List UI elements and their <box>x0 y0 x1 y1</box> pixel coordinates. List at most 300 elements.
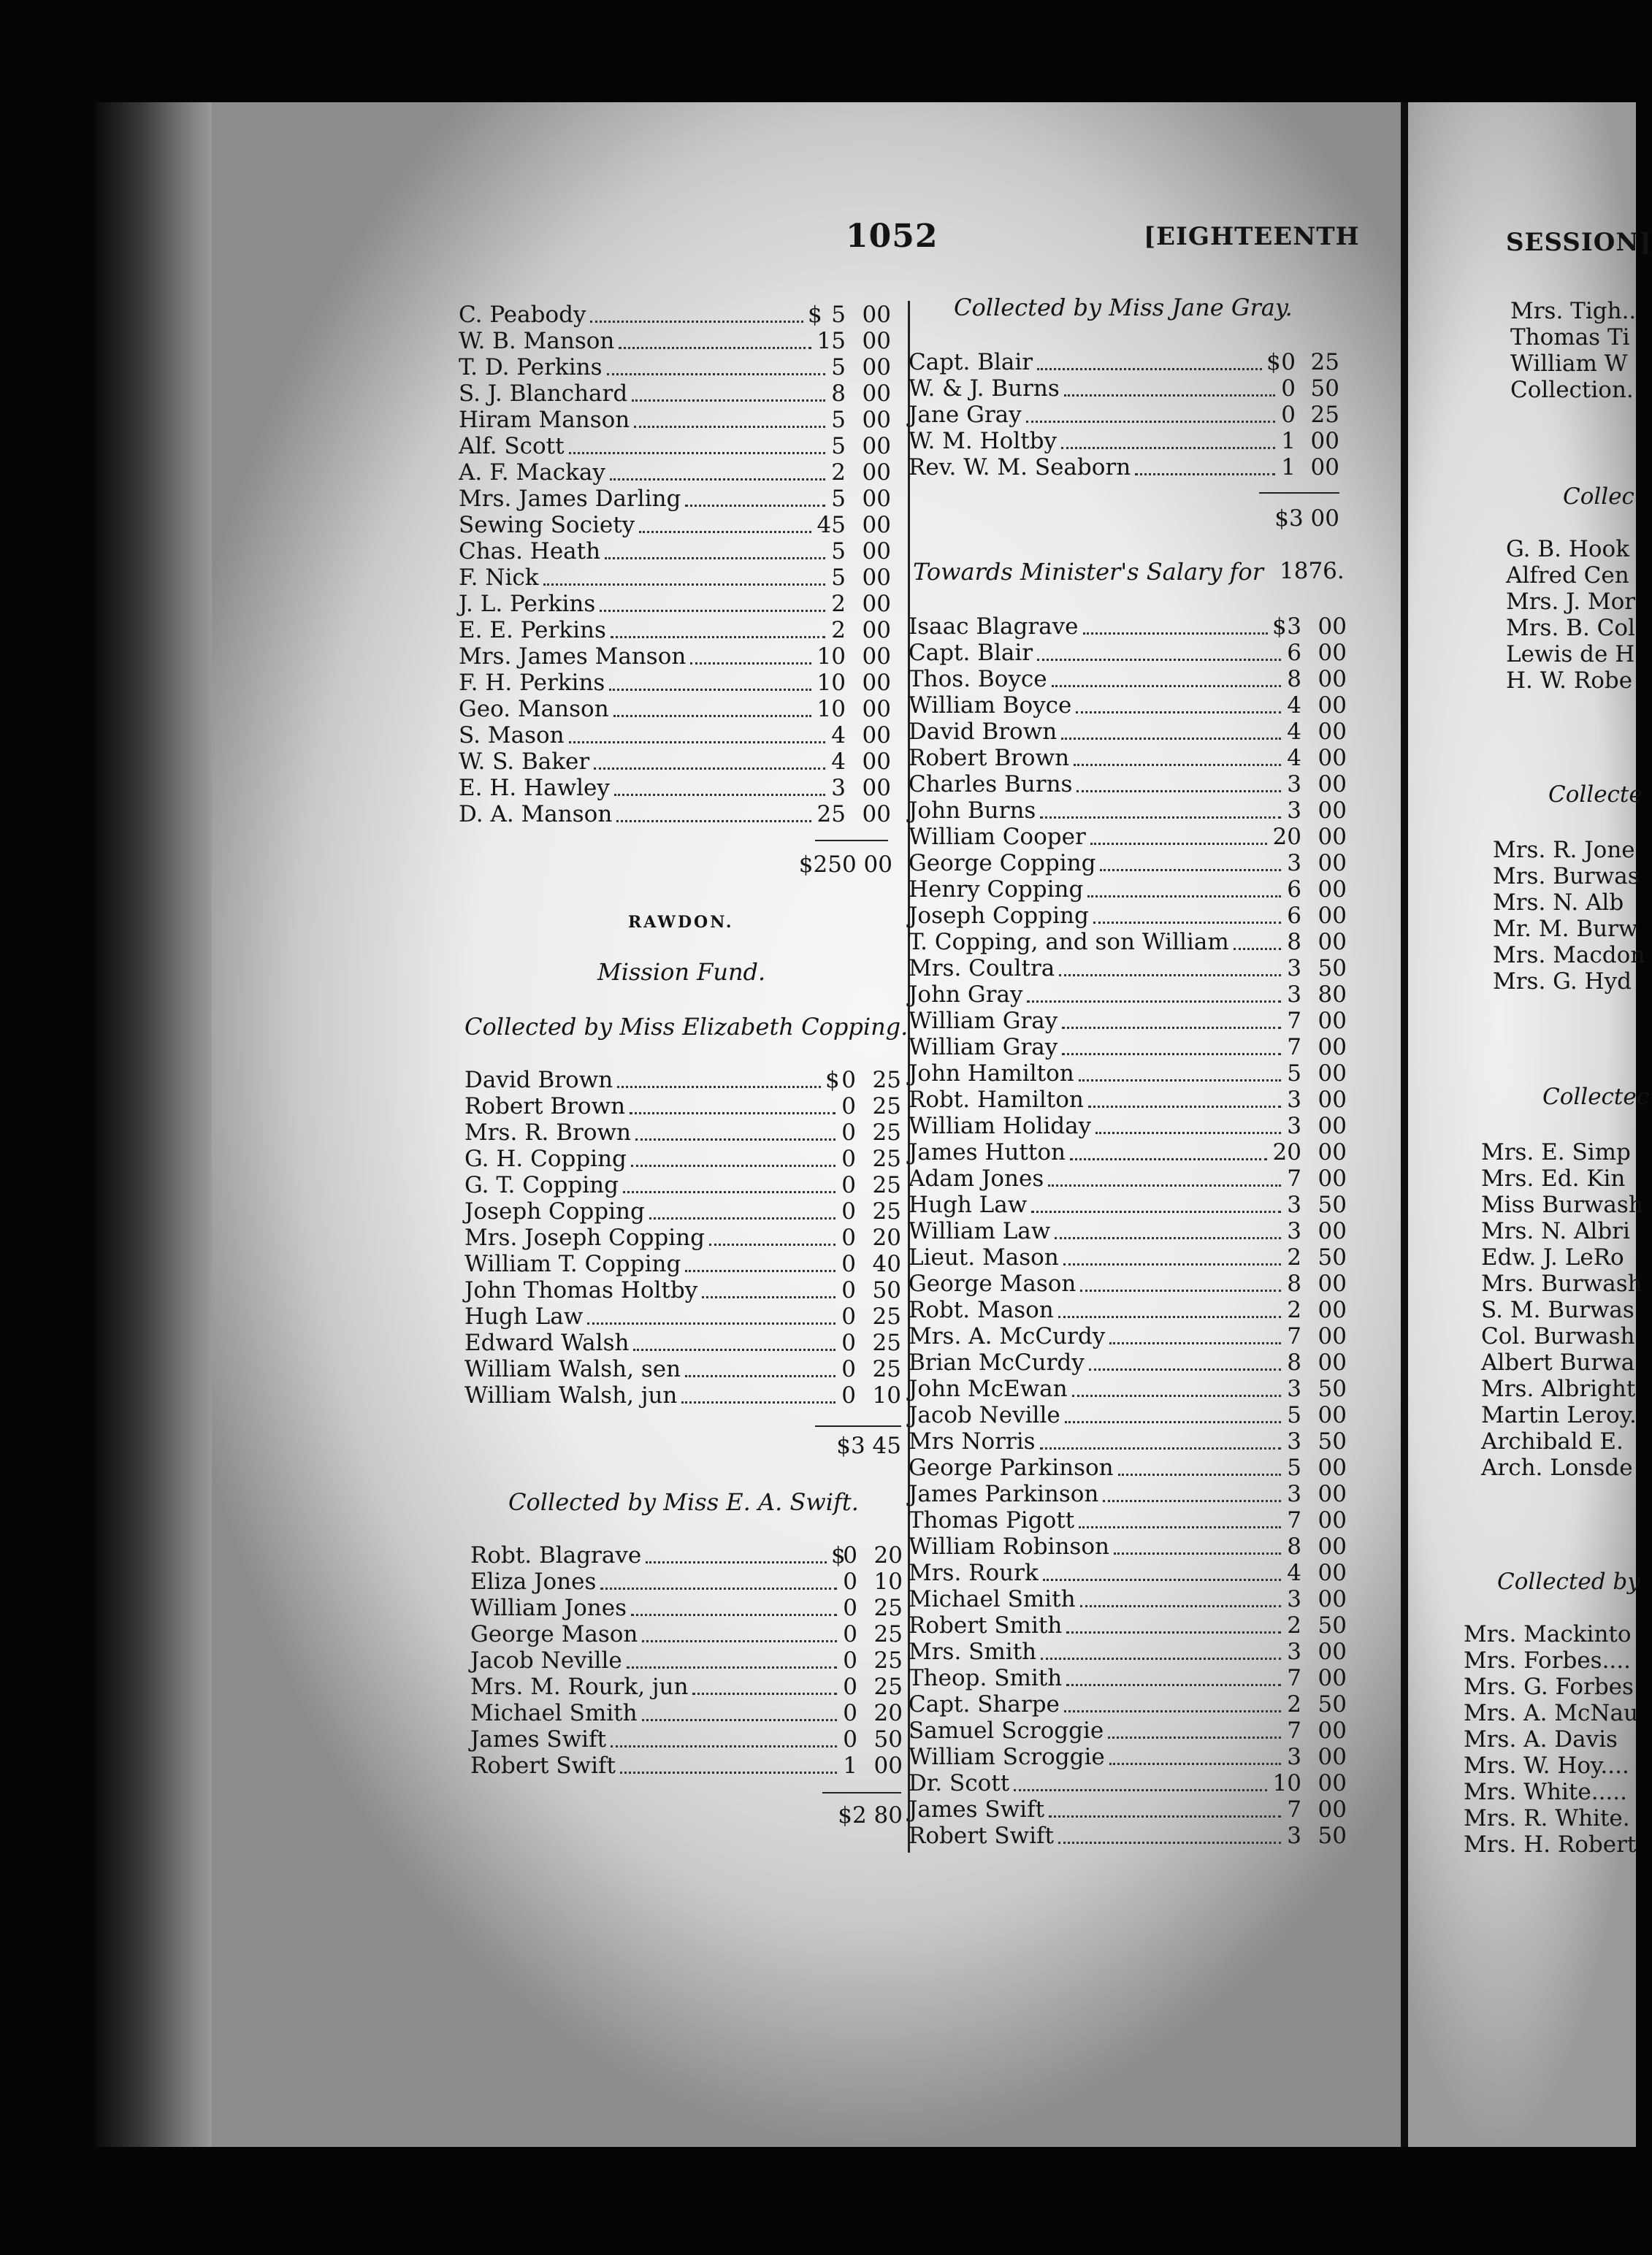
dollar-sign: $ <box>831 1542 846 1569</box>
dot-leader <box>1066 1612 1281 1634</box>
subscriber-name: Capt. Blair <box>909 640 1033 666</box>
list-row <box>909 1244 1347 1271</box>
dot-leader <box>1070 1139 1267 1160</box>
list-row <box>909 1796 1347 1823</box>
dot-leader <box>1083 613 1268 635</box>
amount-dollars: 0 <box>843 1621 857 1647</box>
amount-cents: 25 <box>872 1093 901 1119</box>
dot-leader <box>1100 850 1281 871</box>
list-row <box>909 903 1347 929</box>
amount-cents: 50 <box>1318 1192 1347 1218</box>
amount-dollars: 10 <box>817 696 846 722</box>
list-row <box>909 1323 1347 1349</box>
amount-cents: 00 <box>1318 666 1347 692</box>
dot-leader <box>569 433 825 454</box>
amount-dollars: 5 <box>831 433 846 459</box>
cut-off-entry: S. M. Burwas <box>1481 1297 1634 1323</box>
salary-heading: Towards Minister's Salary for <box>913 558 1263 586</box>
list-row <box>909 349 1339 375</box>
amount-cents: 00 <box>1318 1349 1347 1376</box>
dot-leader <box>594 749 825 770</box>
list-row <box>459 380 891 407</box>
cut-off-entry: Mrs. N. Alb <box>1493 889 1624 916</box>
subscriber-name: Michael Smith <box>470 1700 638 1726</box>
list-row <box>909 1481 1347 1507</box>
dot-leader <box>1074 745 1281 766</box>
subscriber-name: George Parkinson <box>909 1455 1114 1481</box>
dot-leader <box>1040 1428 1281 1450</box>
dot-leader <box>1041 1639 1281 1660</box>
amount-dollars: 0 <box>841 1303 856 1330</box>
dot-leader <box>1109 1323 1281 1344</box>
amount-dollars: 7 <box>1287 1718 1301 1744</box>
amount-dollars: 6 <box>1287 640 1301 666</box>
subscriber-name: Rev. W. M. Seaborn <box>909 454 1131 481</box>
amount-dollars: 3 <box>1287 955 1301 981</box>
list-row <box>909 1691 1347 1718</box>
amount-dollars: 6 <box>1287 903 1301 929</box>
list-row <box>464 1146 901 1172</box>
swift-heading: Collected by Miss E. A. Swift. <box>508 1488 859 1516</box>
list-row <box>909 1087 1347 1113</box>
amount-cents: 00 <box>1318 903 1347 929</box>
subscriber-name: Mrs Norris <box>909 1428 1036 1455</box>
cut-off-entry: Mrs. N. Albri <box>1481 1218 1630 1244</box>
list-row <box>470 1700 903 1726</box>
amount-dollars: 3 <box>1287 850 1301 876</box>
list-row <box>459 617 891 643</box>
dot-leader <box>1061 719 1281 740</box>
amount-cents: 00 <box>862 459 891 486</box>
list-row <box>909 640 1347 666</box>
amount-dollars: 5 <box>1287 1060 1301 1087</box>
dot-leader <box>627 1647 837 1669</box>
amount-dollars: 3 <box>1287 1192 1301 1218</box>
dot-leader <box>631 1595 837 1616</box>
amount-dollars: 2 <box>1287 1691 1301 1718</box>
dot-leader <box>642 1700 837 1721</box>
dot-leader <box>600 591 825 612</box>
amount-dollars: 3 <box>1287 981 1301 1008</box>
list-row <box>464 1093 901 1119</box>
amount-cents: 00 <box>1318 1744 1347 1770</box>
amount-dollars: 0 <box>1281 402 1296 428</box>
subscriber-name: Mrs. Rourk <box>909 1560 1039 1586</box>
subscriber-name: Brian McCurdy <box>909 1349 1085 1376</box>
col1-copping-list <box>464 1067 901 1409</box>
dot-leader <box>1093 903 1281 924</box>
cut-off-entry: Mrs. A. McNau <box>1464 1700 1638 1726</box>
subscriber-name: William Cooper <box>909 824 1086 850</box>
amount-dollars: 0 <box>843 1647 857 1674</box>
cut-off-entry: Albert Burwa <box>1481 1349 1635 1376</box>
dot-leader <box>1040 797 1281 819</box>
subscriber-name: Robert Brown <box>464 1093 626 1119</box>
amount-cents: 25 <box>872 1356 901 1382</box>
cut-off-entry: Mrs. Albright <box>1481 1376 1636 1402</box>
amount-cents: 25 <box>872 1119 901 1146</box>
amount-cents: 25 <box>872 1330 901 1356</box>
amount-dollars: 1 <box>1281 428 1296 454</box>
amount-cents: 00 <box>1318 1796 1347 1823</box>
dot-leader <box>1089 1349 1281 1371</box>
list-row <box>459 433 891 459</box>
subscriber-name: James Swift <box>909 1796 1045 1823</box>
amount-cents: 50 <box>1318 1691 1347 1718</box>
list-row <box>470 1569 903 1595</box>
subscriber-name: John Hamilton <box>909 1060 1074 1087</box>
amount-cents: 00 <box>1318 1113 1347 1139</box>
dot-leader <box>1059 955 1281 976</box>
amount-cents: 00 <box>873 1753 903 1779</box>
list-row <box>459 696 891 722</box>
col3-heading2: Collecte <box>1548 781 1643 808</box>
amount-dollars: 3 <box>1287 1428 1301 1455</box>
amount-dollars: 25 <box>817 801 846 827</box>
cut-off-entry: Arch. Lonsde <box>1481 1455 1633 1481</box>
cut-off-entry: Mrs. G. Hyd <box>1493 968 1632 995</box>
amount-cents: 00 <box>1318 719 1347 745</box>
subscriber-name: Chas. Heath <box>459 538 601 564</box>
col2-gray-list <box>909 349 1339 481</box>
section-header-continued: SESSION] <box>1506 228 1652 257</box>
amount-cents: 50 <box>1318 1823 1347 1849</box>
amount-cents: 00 <box>862 775 891 801</box>
list-row <box>459 486 891 512</box>
dot-leader <box>1055 1218 1281 1239</box>
amount-dollars: 3 <box>1287 1481 1301 1507</box>
amount-dollars: 4 <box>1287 1560 1301 1586</box>
dot-leader <box>1088 1087 1281 1108</box>
amount-dollars: 3 <box>1287 1586 1301 1612</box>
amount-cents: 50 <box>1318 1376 1347 1402</box>
amount-dollars: 0 <box>843 1674 857 1700</box>
list-row <box>909 402 1339 428</box>
cut-off-entry: Thomas Ti <box>1510 324 1630 351</box>
cut-off-entry: Mrs. R. White. <box>1464 1805 1630 1831</box>
amount-cents: 50 <box>873 1726 903 1753</box>
amount-cents: 50 <box>1318 955 1347 981</box>
copping-heading: Collected by Miss Elizabeth Copping. <box>464 1013 909 1041</box>
dot-leader <box>702 1277 835 1298</box>
dot-leader <box>1118 1455 1281 1476</box>
amount-cents: 00 <box>1318 1271 1347 1297</box>
amount-dollars: 2 <box>831 617 846 643</box>
salary-year: 1876. <box>1280 558 1345 584</box>
amount-cents: 00 <box>1310 428 1339 454</box>
list-row <box>909 613 1347 640</box>
amount-dollars: 1 <box>843 1753 857 1779</box>
col3-heading4: Collected by <box>1497 1569 1640 1595</box>
list-row <box>909 1008 1347 1034</box>
amount-cents: 00 <box>862 617 891 643</box>
dot-leader <box>607 354 825 375</box>
amount-dollars: 5 <box>1287 1455 1301 1481</box>
list-row <box>909 1718 1347 1744</box>
list-row <box>909 1639 1347 1665</box>
amount-cents: 00 <box>862 643 891 670</box>
col2-salary-list <box>909 613 1347 1849</box>
amount-dollars: 0 <box>841 1093 856 1119</box>
cut-off-entry: Mrs. Macdon <box>1493 942 1645 968</box>
amount-dollars: 0 <box>843 1569 857 1595</box>
dot-leader <box>649 1198 835 1220</box>
subscriber-name: Jacob Neville <box>470 1647 622 1674</box>
amount-dollars: 20 <box>1272 824 1301 850</box>
copping-total <box>803 1433 901 1459</box>
amount-cents: 00 <box>1318 1481 1347 1507</box>
subscriber-name: Charles Burns <box>909 771 1073 797</box>
subscriber-name: John Thomas Holtby <box>464 1277 698 1303</box>
subscriber-name: Sewing Society <box>459 512 635 538</box>
subscriber-name: Hiram Manson <box>459 407 630 433</box>
subscriber-name: Robert Swift <box>470 1753 616 1779</box>
list-row <box>909 428 1339 454</box>
amount-dollars: 2 <box>1287 1297 1301 1323</box>
subscriber-name: G. T. Copping <box>464 1172 619 1198</box>
subscriber-name: Robert Brown <box>909 745 1070 771</box>
amount-dollars: 3 <box>1287 613 1301 640</box>
list-row <box>909 1139 1347 1165</box>
amount-cents: 00 <box>1318 613 1347 640</box>
col3-group4 <box>1481 1139 1643 1481</box>
subscriber-name: Geo. Manson <box>459 696 609 722</box>
amount-dollars: 4 <box>1287 719 1301 745</box>
subscriber-name: Mrs. Smith <box>909 1639 1037 1665</box>
list-row <box>909 1113 1347 1139</box>
subscriber-name: A. F. Mackay <box>459 459 605 486</box>
amount-dollars: 1 <box>1281 454 1296 481</box>
list-row <box>464 1198 901 1225</box>
list-row <box>459 801 891 827</box>
list-row <box>909 1428 1347 1455</box>
list-row <box>909 981 1347 1008</box>
list-row <box>909 1665 1347 1691</box>
copping-total-value: $3 45 <box>836 1433 901 1459</box>
amount-cents: 00 <box>1318 1770 1347 1796</box>
dot-leader <box>1037 349 1262 370</box>
amount-dollars: 4 <box>1287 692 1301 719</box>
subscriber-name: Theop. Smith <box>909 1665 1063 1691</box>
amount-cents: 00 <box>1318 1639 1347 1665</box>
amount-cents: 00 <box>862 512 891 538</box>
amount-cents: 00 <box>1318 876 1347 903</box>
amount-dollars: 5 <box>831 538 846 564</box>
dot-leader <box>685 1251 835 1272</box>
amount-dollars: 7 <box>1287 1165 1301 1192</box>
amount-cents: 25 <box>872 1172 901 1198</box>
dot-leader <box>1058 1297 1281 1318</box>
subscriber-name: Dr. Scott <box>909 1770 1010 1796</box>
dot-leader <box>1037 640 1281 661</box>
amount-cents: 00 <box>1318 797 1347 824</box>
amount-dollars: 0 <box>841 1251 856 1277</box>
dot-leader <box>1064 1691 1281 1712</box>
amount-dollars: 2 <box>1287 1612 1301 1639</box>
dot-leader <box>709 1225 835 1246</box>
amount-dollars: 7 <box>1287 1796 1301 1823</box>
amount-dollars: 5 <box>831 486 846 512</box>
subscriber-name: Mrs. Joseph Copping <box>464 1225 705 1251</box>
cut-off-entry: Mrs. H. Robert <box>1464 1831 1637 1858</box>
cut-off-entry: Mrs. White..... <box>1464 1779 1627 1805</box>
amount-dollars: 5 <box>831 354 846 380</box>
dot-leader <box>1062 1034 1281 1055</box>
dot-leader <box>611 617 825 638</box>
subscriber-name: S. J. Blanchard <box>459 380 628 407</box>
amount-dollars: 0 <box>841 1382 856 1409</box>
amount-cents: 00 <box>1318 1455 1347 1481</box>
dollar-sign: $ <box>1272 613 1287 640</box>
list-row <box>464 1303 901 1330</box>
dot-leader <box>1079 1507 1281 1528</box>
list-row <box>459 538 891 564</box>
subscriber-name: W. M. Holtby <box>909 428 1058 454</box>
amount-cents: 80 <box>1318 981 1347 1008</box>
subscriber-name: Mrs. A. McCurdy <box>909 1323 1106 1349</box>
dot-leader <box>1079 1060 1281 1081</box>
amount-cents: 00 <box>862 564 891 591</box>
subscriber-name: Robt. Mason <box>909 1297 1054 1323</box>
dot-leader <box>1027 981 1281 1003</box>
cut-off-entry: Martin Leroy. <box>1481 1402 1637 1428</box>
subscriber-name: John Burns <box>909 797 1036 824</box>
list-row <box>909 1402 1347 1428</box>
subscriber-name: D. A. Manson <box>459 801 613 827</box>
subscriber-name: George Mason <box>909 1271 1077 1297</box>
amount-cents: 00 <box>862 696 891 722</box>
cut-off-entry: Mrs. G. Forbes <box>1464 1674 1634 1700</box>
dot-leader <box>1109 1744 1281 1765</box>
list-row <box>459 643 891 670</box>
amount-cents: 50 <box>872 1277 901 1303</box>
list-row <box>909 1349 1347 1376</box>
dot-leader <box>639 512 811 533</box>
subscriber-name: Thomas Pigott <box>909 1507 1075 1534</box>
amount-dollars: 8 <box>1287 929 1301 955</box>
dot-leader <box>690 643 811 665</box>
amount-dollars: 3 <box>1287 1087 1301 1113</box>
amount-cents: 10 <box>872 1382 901 1409</box>
dot-leader <box>569 722 825 743</box>
amount-cents: 00 <box>1318 640 1347 666</box>
dot-leader <box>1108 1718 1281 1739</box>
amount-cents: 00 <box>1318 850 1347 876</box>
amount-dollars: 5 <box>831 302 846 328</box>
list-row <box>464 1382 901 1409</box>
dot-leader <box>1077 771 1281 792</box>
amount-dollars: 7 <box>1287 1665 1301 1691</box>
amount-dollars: 10 <box>1272 1770 1301 1796</box>
amount-cents: 00 <box>1318 1139 1347 1165</box>
amount-dollars: 0 <box>843 1726 857 1753</box>
list-row <box>909 1271 1347 1297</box>
dot-leader <box>610 459 825 481</box>
list-row <box>909 850 1347 876</box>
list-row <box>909 1297 1347 1323</box>
dot-leader <box>600 1569 837 1590</box>
col1-top-total <box>798 851 892 878</box>
amount-cents: 00 <box>1318 1560 1347 1586</box>
amount-cents: 00 <box>1318 1060 1347 1087</box>
dot-leader <box>1234 929 1281 950</box>
list-row <box>909 955 1347 981</box>
subscriber-name: F. H. Perkins <box>459 670 605 696</box>
amount-cents: 10 <box>873 1569 903 1595</box>
cut-off-entry: Mr. M. Burw <box>1493 916 1638 942</box>
subscriber-name: William Jones <box>470 1595 627 1621</box>
subscriber-name: John McEwan <box>909 1376 1068 1402</box>
subscriber-name: William Walsh, jun <box>464 1382 678 1409</box>
list-row <box>909 1165 1347 1192</box>
amount-dollars: 2 <box>831 591 846 617</box>
dot-leader <box>681 1382 835 1404</box>
amount-dollars: 8 <box>1287 666 1301 692</box>
amount-cents: 25 <box>1310 402 1339 428</box>
dot-leader <box>1049 1796 1281 1818</box>
amount-dollars: 3 <box>1287 1744 1301 1770</box>
list-row <box>459 512 891 538</box>
swift-total-value: $2 80 <box>838 1802 903 1829</box>
dot-leader <box>1064 375 1275 397</box>
dot-leader <box>1076 692 1281 713</box>
subscriber-name: Thos. Boyce <box>909 666 1047 692</box>
amount-cents: 00 <box>1318 1534 1347 1560</box>
list-row <box>909 1534 1347 1560</box>
amount-cents: 00 <box>862 433 891 459</box>
subscriber-name: E. H. Hawley <box>459 775 610 801</box>
subscriber-name: Capt. Blair <box>909 349 1033 375</box>
subscriber-name: Mrs. James Manson <box>459 643 687 670</box>
dot-leader <box>1135 454 1275 475</box>
subscriber-name: John Gray <box>909 981 1023 1008</box>
amount-cents: 00 <box>862 486 891 512</box>
swift-total-rule <box>822 1792 901 1793</box>
amount-cents: 00 <box>1318 1165 1347 1192</box>
cut-off-entry: Mrs. J. Mor <box>1506 589 1636 615</box>
col3-group3 <box>1493 837 1645 995</box>
subscriber-name: Alf. Scott <box>459 433 565 459</box>
subscriber-name: Adam Jones <box>909 1165 1044 1192</box>
list-row <box>909 929 1347 955</box>
amount-dollars: 0 <box>1281 349 1296 375</box>
list-row <box>464 1067 901 1093</box>
subscriber-name: George Copping <box>909 850 1096 876</box>
amount-cents: 00 <box>1318 745 1347 771</box>
subscriber-name: William Gray <box>909 1034 1058 1060</box>
dot-leader <box>617 1067 821 1088</box>
list-row <box>909 824 1347 850</box>
amount-cents: 20 <box>872 1225 901 1251</box>
amount-cents: 00 <box>1318 1323 1347 1349</box>
list-row <box>909 1586 1347 1612</box>
dot-leader <box>1066 1665 1281 1686</box>
subscriber-name: William Gray <box>909 1008 1058 1034</box>
subscriber-name: W. B. Manson <box>459 328 615 354</box>
dot-leader <box>635 1119 835 1141</box>
dot-leader <box>613 696 811 717</box>
list-row <box>464 1119 901 1146</box>
list-row <box>464 1251 901 1277</box>
copping-total-rule <box>815 1425 901 1427</box>
amount-cents: 00 <box>862 538 891 564</box>
amount-cents: 25 <box>873 1674 903 1700</box>
amount-dollars: 7 <box>1287 1507 1301 1534</box>
amount-dollars: 3 <box>1287 1376 1301 1402</box>
dot-leader <box>631 1146 835 1167</box>
subscriber-name: Hugh Law <box>909 1192 1028 1218</box>
amount-dollars: 3 <box>831 775 846 801</box>
